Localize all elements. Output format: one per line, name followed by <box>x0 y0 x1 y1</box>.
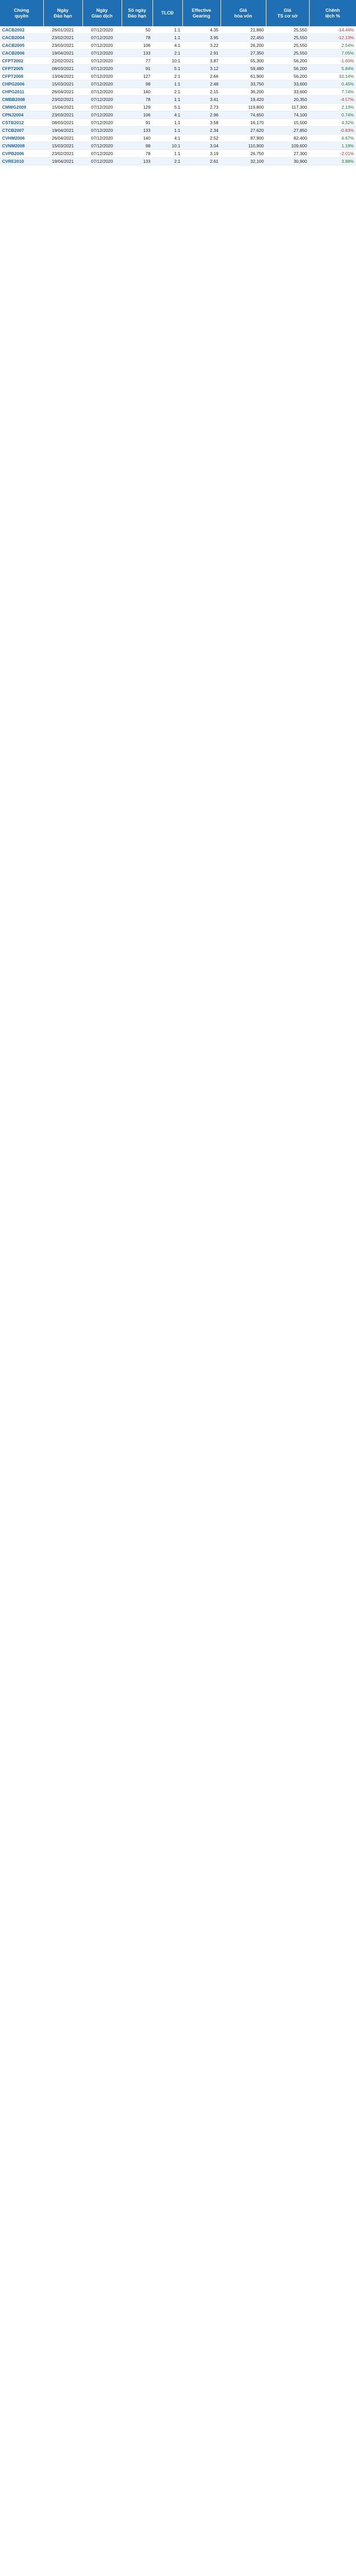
table-cell: 25,550 <box>266 34 309 42</box>
table-row <box>0 134 356 142</box>
table-body <box>0 26 356 165</box>
table-row <box>0 96 356 104</box>
table-cell: 91 <box>122 65 152 73</box>
table-cell: 56,200 <box>266 73 309 80</box>
table-cell: 119,800 <box>221 104 266 111</box>
table-row <box>0 111 356 119</box>
table-cell: 2.91 <box>182 49 221 57</box>
table-cell: 21,860 <box>221 26 266 34</box>
table-cell: 33,600 <box>266 88 309 96</box>
table-cell: 2.73 <box>182 104 221 111</box>
table-row <box>0 119 356 127</box>
table-row <box>0 80 356 88</box>
warrant-code-cell: CTCB2007 <box>0 127 43 134</box>
table-cell: 4.35 <box>182 26 221 34</box>
table-cell: 3.88% <box>309 158 356 165</box>
table-cell: 77 <box>122 57 152 65</box>
table-cell: 07/12/2020 <box>82 49 122 57</box>
table-cell: 7.05% <box>309 49 356 57</box>
table-cell: 19,420 <box>221 96 266 104</box>
table-cell: 07/12/2020 <box>82 42 122 49</box>
table-cell: 22/02/2021 <box>43 57 82 65</box>
table-cell: 07/12/2020 <box>82 142 122 150</box>
table-cell: 3.04 <box>182 142 221 150</box>
table-row <box>0 65 356 73</box>
warrant-code-cell: CACB2006 <box>0 49 43 57</box>
table-cell: -1.60% <box>309 57 356 65</box>
table-cell: 2.61 <box>182 158 221 165</box>
table-cell: 33,600 <box>266 80 309 88</box>
table-cell: 07/12/2020 <box>82 119 122 127</box>
table-row <box>0 150 356 158</box>
table-cell: 78 <box>122 96 152 104</box>
table-cell: 140 <box>122 134 152 142</box>
table-cell: 07/12/2020 <box>82 34 122 42</box>
table-row <box>0 88 356 96</box>
table-cell: 4:1 <box>152 134 182 142</box>
table-cell: 2.54% <box>309 42 356 49</box>
warrant-code-cell: CACB2005 <box>0 42 43 49</box>
header-cell: Số ngày Đáo hạn <box>122 0 152 26</box>
header-cell: TLCĐ <box>152 0 182 26</box>
table-cell: 3.87 <box>182 57 221 65</box>
table-cell: 08/03/2021 <box>43 65 82 73</box>
table-cell: 2:1 <box>152 158 182 165</box>
table-cell: -4.57% <box>309 96 356 104</box>
table-cell: 0.45% <box>309 80 356 88</box>
table-cell: 129 <box>122 104 152 111</box>
table-cell: 3.12 <box>182 65 221 73</box>
table-cell: 78 <box>122 150 152 158</box>
warrant-code-cell: CACB2004 <box>0 34 43 42</box>
header-cell: Effective Gearing <box>182 0 221 26</box>
table-cell: 50 <box>122 26 152 34</box>
table-cell: 2.34 <box>182 127 221 134</box>
table-cell: 26,200 <box>221 42 266 49</box>
warrant-code-cell: CHPG2006 <box>0 80 43 88</box>
table-cell: 27,620 <box>221 127 266 134</box>
table-cell: 15/04/2021 <box>43 104 82 111</box>
table-cell: 106 <box>122 42 152 49</box>
table-cell: 33,750 <box>221 80 266 88</box>
table-cell: 3.19 <box>182 150 221 158</box>
table-row <box>0 26 356 34</box>
table-cell: 07/12/2020 <box>82 96 122 104</box>
table-cell: 2:1 <box>152 88 182 96</box>
table-row <box>0 104 356 111</box>
table-cell: 1:1 <box>152 26 182 34</box>
table-cell: 19/04/2021 <box>43 49 82 57</box>
table-cell: 98 <box>122 142 152 150</box>
table-cell: 07/12/2020 <box>82 158 122 165</box>
table-cell: 30,900 <box>266 158 309 165</box>
table-header <box>0 0 356 26</box>
table-cell: 15/03/2021 <box>43 142 82 150</box>
table-cell: 25,550 <box>266 26 309 34</box>
table-cell: 08/03/2021 <box>43 119 82 127</box>
warrant-code-cell: CVHM2006 <box>0 134 43 142</box>
table-cell: 07/12/2020 <box>82 26 122 34</box>
table-cell: -12.13% <box>309 34 356 42</box>
table-cell: 15,500 <box>266 119 309 127</box>
table-cell: 3.22 <box>182 42 221 49</box>
table-row <box>0 127 356 134</box>
table-cell: 3.58 <box>182 119 221 127</box>
table-cell: 7.74% <box>309 88 356 96</box>
warrant-code-cell: CMBB2008 <box>0 96 43 104</box>
table-cell: 25,550 <box>266 49 309 57</box>
table-cell: 106 <box>122 111 152 119</box>
table-cell: 2.15 <box>182 88 221 96</box>
table-cell: 07/12/2020 <box>82 150 122 158</box>
table-cell: 133 <box>122 158 152 165</box>
table-cell: 110,900 <box>221 142 266 150</box>
warrant-code-cell: CFPT2008 <box>0 73 43 80</box>
table-cell: 07/12/2020 <box>82 65 122 73</box>
table-cell: 87,900 <box>221 134 266 142</box>
table-cell: 4:1 <box>152 111 182 119</box>
table-row <box>0 158 356 165</box>
header-row <box>0 0 356 26</box>
table-cell: 07/12/2020 <box>82 127 122 134</box>
header-cell: Giá TS cơ sở <box>266 0 309 26</box>
table-cell: 0.74% <box>309 111 356 119</box>
table-cell: -2.01% <box>309 150 356 158</box>
table-cell: 26/04/2021 <box>43 88 82 96</box>
table-cell: 13/04/2021 <box>43 73 82 80</box>
table-cell: 23/03/2021 <box>43 42 82 49</box>
table-cell: 27,350 <box>221 49 266 57</box>
warrant-code-cell: CMWG2009 <box>0 104 43 111</box>
table-cell: 23/02/2021 <box>43 96 82 104</box>
table-cell: 10:1 <box>152 142 182 150</box>
table-cell: 74,100 <box>266 111 309 119</box>
table-cell: 2:1 <box>152 73 182 80</box>
table-cell: 27,850 <box>266 127 309 134</box>
table-cell: 26/01/2021 <box>43 26 82 34</box>
table-cell: 1.19% <box>309 142 356 150</box>
table-row <box>0 49 356 57</box>
warrant-code-cell: CSTB2012 <box>0 119 43 127</box>
table-cell: 61,900 <box>221 73 266 80</box>
table-cell: 133 <box>122 127 152 134</box>
table-row <box>0 42 356 49</box>
table-cell: 140 <box>122 88 152 96</box>
table-cell: 56,200 <box>266 57 309 65</box>
table-cell: 32,100 <box>221 158 266 165</box>
table-cell: 4.32% <box>309 119 356 127</box>
table-cell: 78 <box>122 34 152 42</box>
table-cell: 19/04/2021 <box>43 158 82 165</box>
table-cell: 1:1 <box>152 127 182 134</box>
table-cell: 127 <box>122 73 152 80</box>
warrant-code-cell: CPNJ2004 <box>0 111 43 119</box>
table-cell: 74,650 <box>221 111 266 119</box>
header-cell: Giá hòa vốn <box>221 0 266 26</box>
table-cell: 2.96 <box>182 111 221 119</box>
table-row <box>0 73 356 80</box>
table-cell: 2.13% <box>309 104 356 111</box>
header-cell: Chứng quyền <box>0 0 43 26</box>
table-cell: 20,350 <box>266 96 309 104</box>
table-cell: 82,400 <box>266 134 309 142</box>
table-row <box>0 57 356 65</box>
warrant-code-cell: CFPT2002 <box>0 57 43 65</box>
table-cell: 5.84% <box>309 65 356 73</box>
table-cell: 98 <box>122 80 152 88</box>
table-cell: 26/04/2021 <box>43 134 82 142</box>
table-cell: 5:1 <box>152 65 182 73</box>
table-cell: 2.66 <box>182 73 221 80</box>
warrant-table <box>0 0 356 165</box>
table-cell: 6.67% <box>309 134 356 142</box>
table-cell: 15/03/2021 <box>43 80 82 88</box>
table-cell: 4:1 <box>152 42 182 49</box>
table-cell: 07/12/2020 <box>82 111 122 119</box>
table-cell: 3.41 <box>182 96 221 104</box>
table-cell: 07/12/2020 <box>82 88 122 96</box>
table-cell: 07/12/2020 <box>82 80 122 88</box>
table-cell: -0.83% <box>309 127 356 134</box>
table-cell: 59,480 <box>221 65 266 73</box>
table-cell: 2:1 <box>152 49 182 57</box>
table-cell: 23/03/2021 <box>43 111 82 119</box>
warrant-code-cell: CVRE2010 <box>0 158 43 165</box>
table-cell: 2.48 <box>182 80 221 88</box>
table-cell: 23/02/2021 <box>43 34 82 42</box>
table-cell: 91 <box>122 119 152 127</box>
warrant-code-cell: CHPG2011 <box>0 88 43 96</box>
table-cell: 1:1 <box>152 34 182 42</box>
warrant-code-cell: CVNM2008 <box>0 142 43 150</box>
table-cell: 1:1 <box>152 119 182 127</box>
table-cell: 07/12/2020 <box>82 104 122 111</box>
table-cell: 22,450 <box>221 34 266 42</box>
header-cell: Ngày Đáo hạn <box>43 0 82 26</box>
table-cell: 133 <box>122 49 152 57</box>
table-cell: 36,200 <box>221 88 266 96</box>
header-cell: Chênh lệch % <box>309 0 356 26</box>
table-cell: 07/12/2020 <box>82 73 122 80</box>
warrant-code-cell: CVPB2006 <box>0 150 43 158</box>
table-cell: 25,550 <box>266 42 309 49</box>
table-cell: 5:1 <box>152 104 182 111</box>
table-cell: 1:1 <box>152 150 182 158</box>
table-cell: 1:1 <box>152 80 182 88</box>
table-row <box>0 34 356 42</box>
table-cell: 26,750 <box>221 150 266 158</box>
table-cell: 3.95 <box>182 34 221 42</box>
warrant-code-cell: CACB2002 <box>0 26 43 34</box>
header-cell: Ngày Giao dịch <box>82 0 122 26</box>
table-row <box>0 142 356 150</box>
table-cell: 23/02/2021 <box>43 150 82 158</box>
warrant-code-cell: CFPT2005 <box>0 65 43 73</box>
table-cell: 56,200 <box>266 65 309 73</box>
table-cell: -14.44% <box>309 26 356 34</box>
table-cell: 07/12/2020 <box>82 134 122 142</box>
table-cell: 10:1 <box>152 57 182 65</box>
table-cell: 55,300 <box>221 57 266 65</box>
table-cell: 19/04/2021 <box>43 127 82 134</box>
table-cell: 109,600 <box>266 142 309 150</box>
table-cell: 27,300 <box>266 150 309 158</box>
table-cell: 2.52 <box>182 134 221 142</box>
table-cell: 117,300 <box>266 104 309 111</box>
table-cell: 07/12/2020 <box>82 57 122 65</box>
table-cell: 1:1 <box>152 96 182 104</box>
table-cell: 16,170 <box>221 119 266 127</box>
table-cell: 10.14% <box>309 73 356 80</box>
